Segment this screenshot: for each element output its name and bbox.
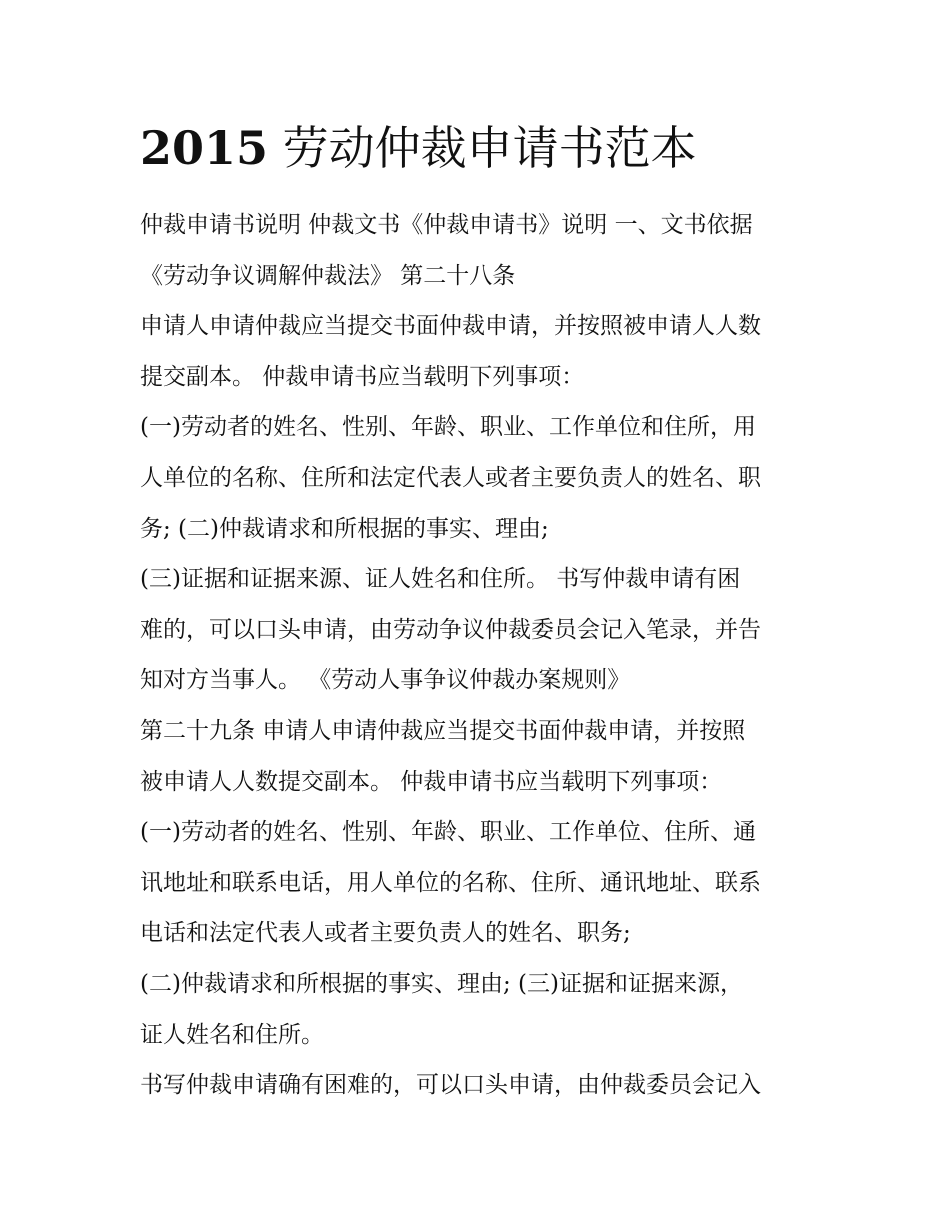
title-year: 2015 xyxy=(140,121,269,175)
body-line: (二)仲裁请求和所根据的事实、理由; (三)证据和证据来源， xyxy=(140,970,743,997)
page-title xyxy=(140,116,697,180)
body-line: 被申请人人数提交副本。 仲裁申请书应当载明下列事项： xyxy=(140,768,723,795)
body-line: (三)证据和证据来源、证人姓名和住所。 书写仲裁申请有困 xyxy=(140,566,741,593)
body-line: (一)劳动者的姓名、性别、年龄、职业、工作单位、住所、通 xyxy=(140,819,756,846)
body-line: 仲裁申请书说明 仲裁文书《仲裁申请书》说明 一、文书依据 xyxy=(140,212,753,238)
body-line: 第二十九条 申请人申请仲裁应当提交书面仲裁申请，并按照 xyxy=(140,717,746,744)
body-line: (一)劳动者的姓名、性别、年龄、职业、工作单位和住所，用 xyxy=(140,414,756,441)
body-line: 证人姓名和住所。 xyxy=(140,1021,324,1048)
body-line: 讯地址和联系电话，用人单位的名称、住所、通讯地址、联系 xyxy=(140,869,761,896)
body-line: 务; (二)仲裁请求和所根据的事实、理由; xyxy=(140,515,549,542)
body-line: 知对方当事人。 《劳动人事争议仲裁办案规则》 xyxy=(140,667,631,694)
body-line: 《劳动争议调解仲裁法》 第二十八条 xyxy=(140,262,516,289)
body-line: 申请人申请仲裁应当提交书面仲裁申请，并按照被申请人人数 xyxy=(140,313,761,340)
body-line: 电话和法定代表人或者主要负责人的姓名、职务; xyxy=(140,920,631,947)
body-line: 人单位的名称、住所和法定代表人或者主要负责人的姓名、职 xyxy=(140,464,761,491)
title-text: 劳动仲裁申请书范本 xyxy=(282,121,697,175)
body-line: 难的，可以口头申请，由劳动争议仲裁委员会记入笔录，并告 xyxy=(140,616,761,643)
body-line: 提交副本。 仲裁申请书应当载明下列事项： xyxy=(140,363,585,390)
body-line: 书写仲裁申请确有困难的，可以口头申请，由仲裁委员会记入 xyxy=(140,1072,761,1099)
document-body xyxy=(140,200,820,1111)
